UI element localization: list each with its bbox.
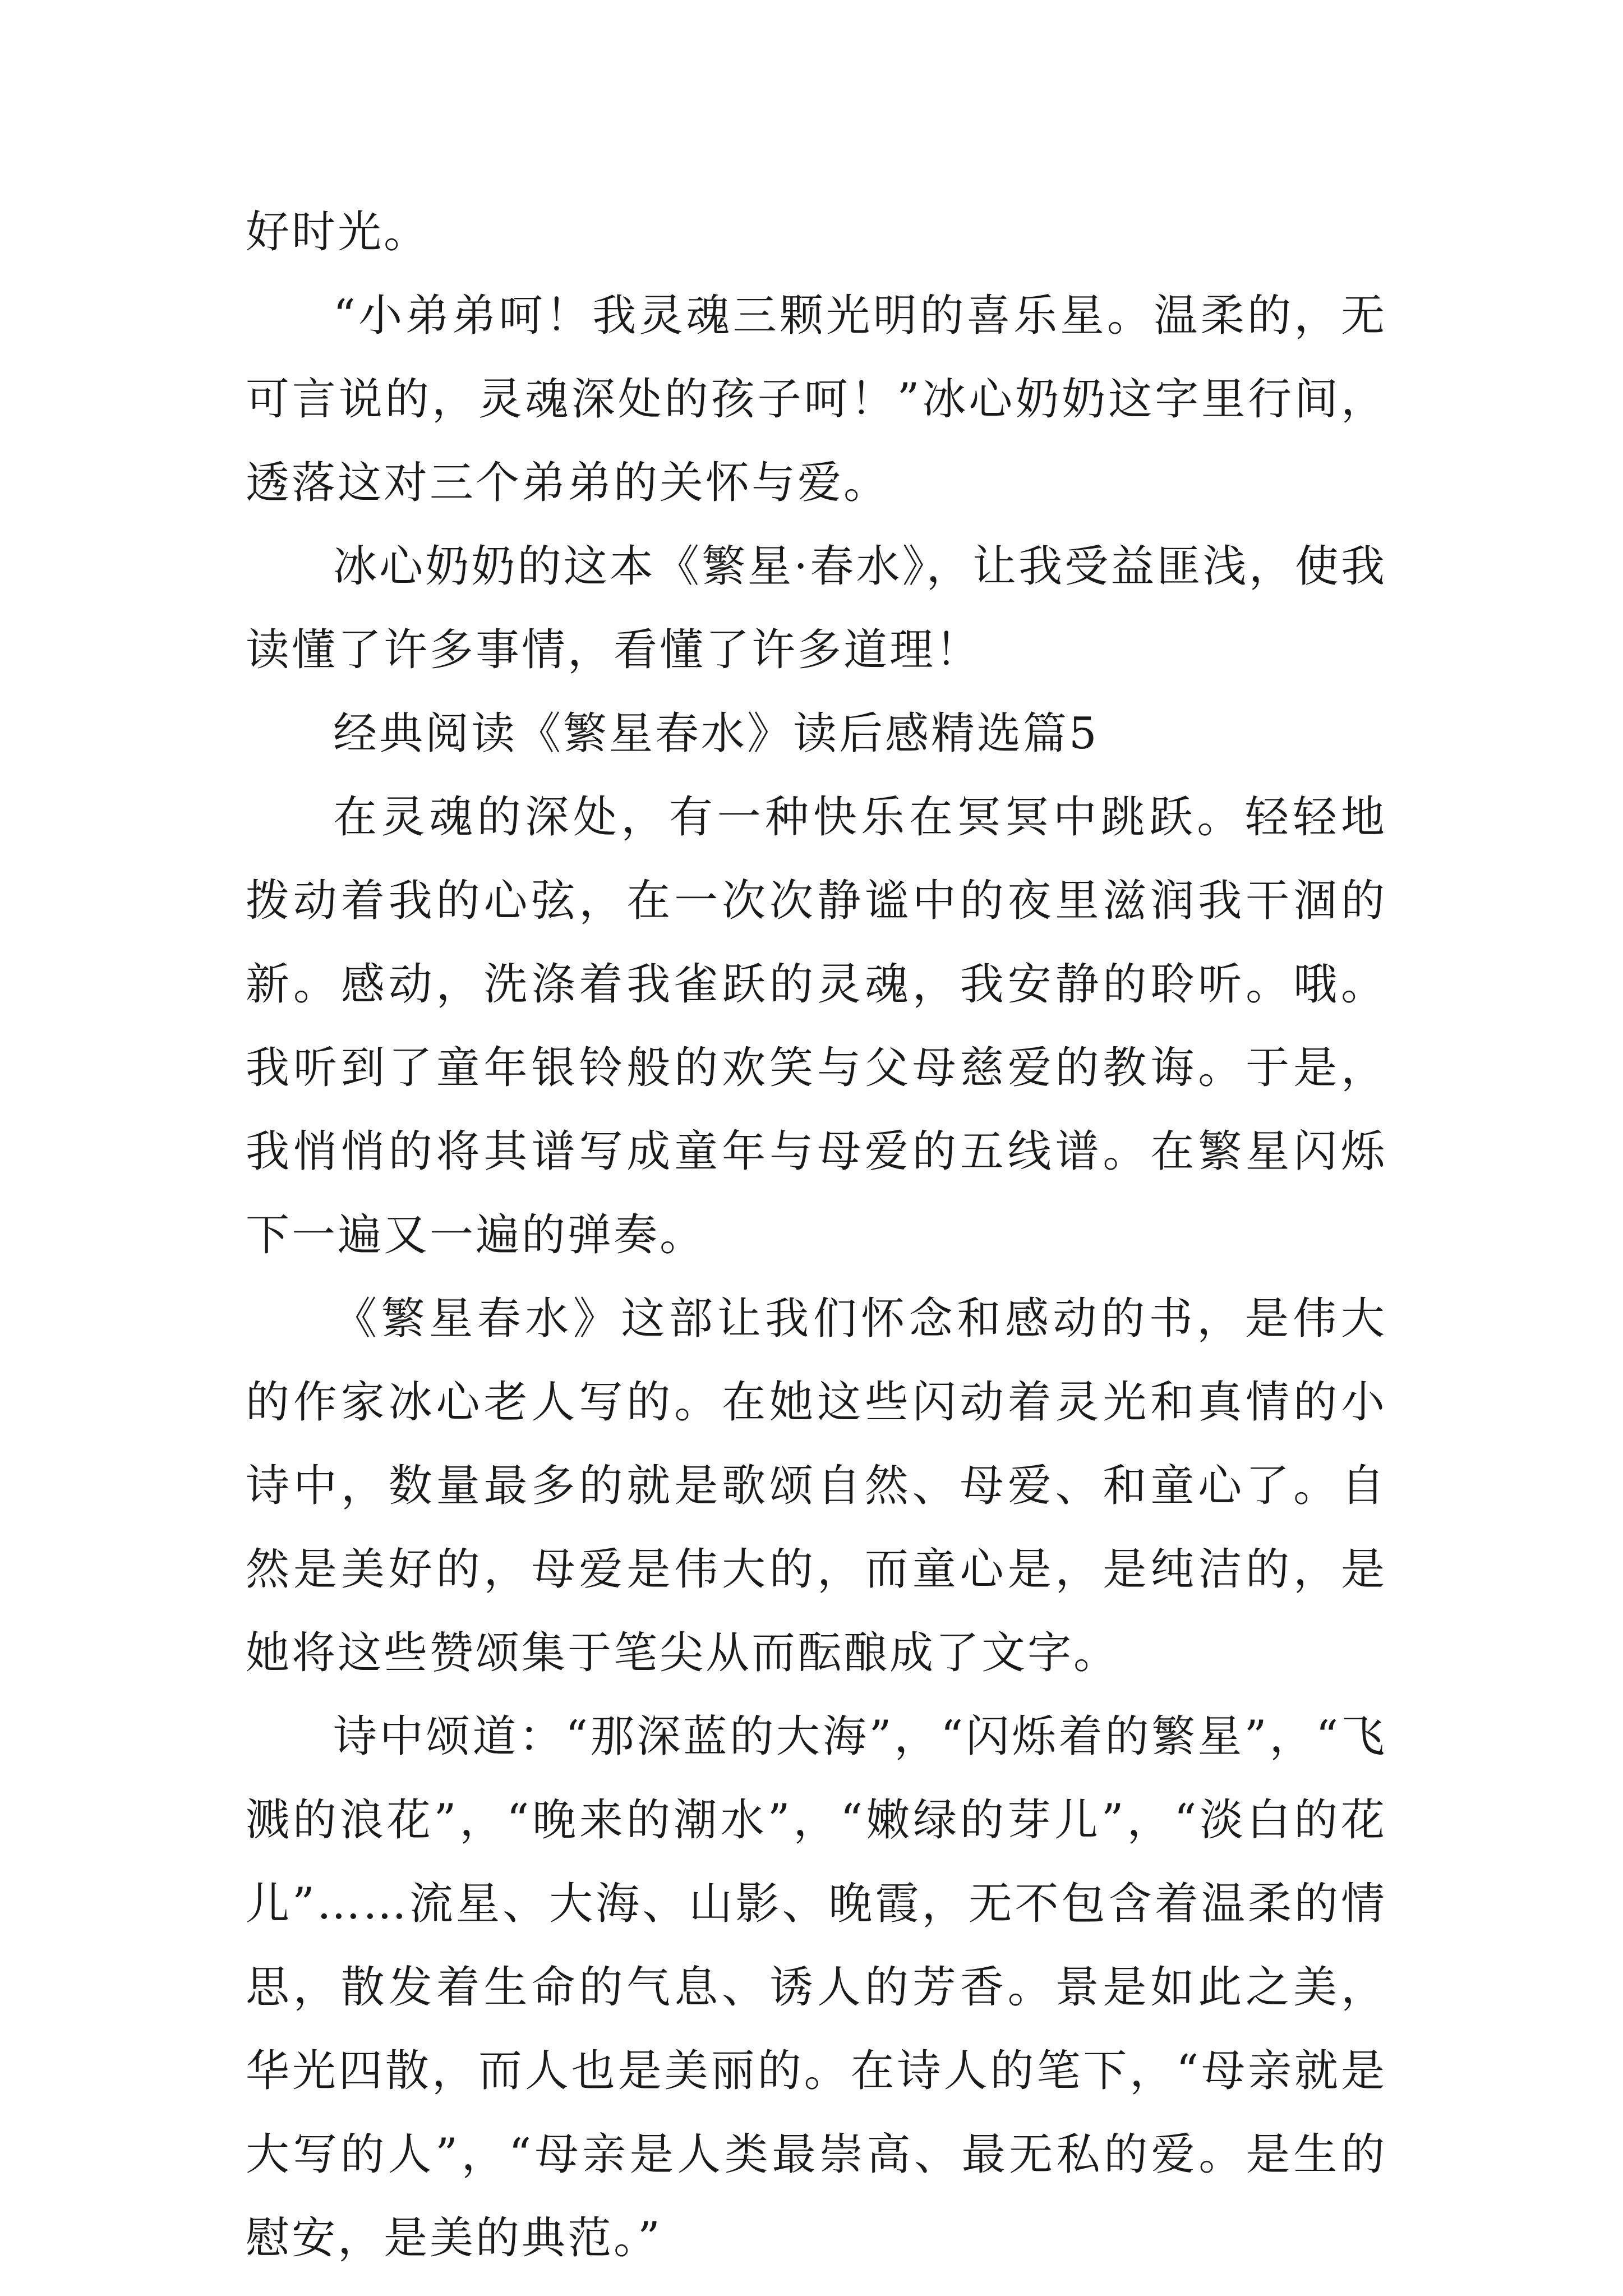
section-title: 经典阅读《繁星春水》读后感精选篇5 bbox=[333, 708, 1099, 759]
paragraph-book: 《繁星春水》这部让我们怀念和感动的书，是伟大的作家冰心老人写的。在她这些闪动着灵光和真情的小诗中，数量最多的就是歌颂自然、母爱、和童心了。自然是美好的，母爱是伟大的，而童心是，是纯洁的，是她将这些赞颂集于笔尖从而酝酿成了文字。 bbox=[246, 1294, 1387, 1678]
paragraph-intro: 在灵魂的深处，有一种快乐在冥冥中跳跃。轻轻地拨动着我的心弦，在一次次静谧中的夜里滋润我干涸的新。感动，洗涤着我雀跃的灵魂，我安静的聆听。哦。我听到了童年银铃般的欢笑与父母慈爱的教诲。于是，我悄悄的将其谱写成童年与母爱的五线谱。在繁星闪烁下一遍又一遍的弹奏。 bbox=[246, 792, 1387, 1260]
paragraph-continuation: 好时光。 bbox=[246, 207, 430, 257]
document-body bbox=[246, 191, 1387, 2280]
paragraph-summary: 冰心奶奶的这本《繁星·春水》，让我受益匪浅，使我读懂了许多事情，看懂了许多道理！ bbox=[246, 541, 1387, 675]
paragraph-poem: 诗中颂道：“那深蓝的大海”，“闪烁着的繁星”，“飞溅的浪花”，“晚来的潮水”，“嫩绿的芽儿”，“淡白的花儿”……流星、大海、山影、晚霞，无不包含着温柔的情思，散发着生命的气息、诱人的芳香。景是如此之美，华光四散，而人也是美丽的。在诗人的笔下，“母亲就是大写的人”，“母亲是人类最崇高、最无私的爱。是生的慰安，是美的典范。” bbox=[246, 1711, 1387, 2263]
paragraph-quote: “小弟弟呵！我灵魂三颗光明的喜乐星。温柔的，无可言说的，灵魂深处的孩子呵！”冰心奶奶这字里行间，透落这对三个弟弟的关怀与爱。 bbox=[246, 291, 1387, 508]
